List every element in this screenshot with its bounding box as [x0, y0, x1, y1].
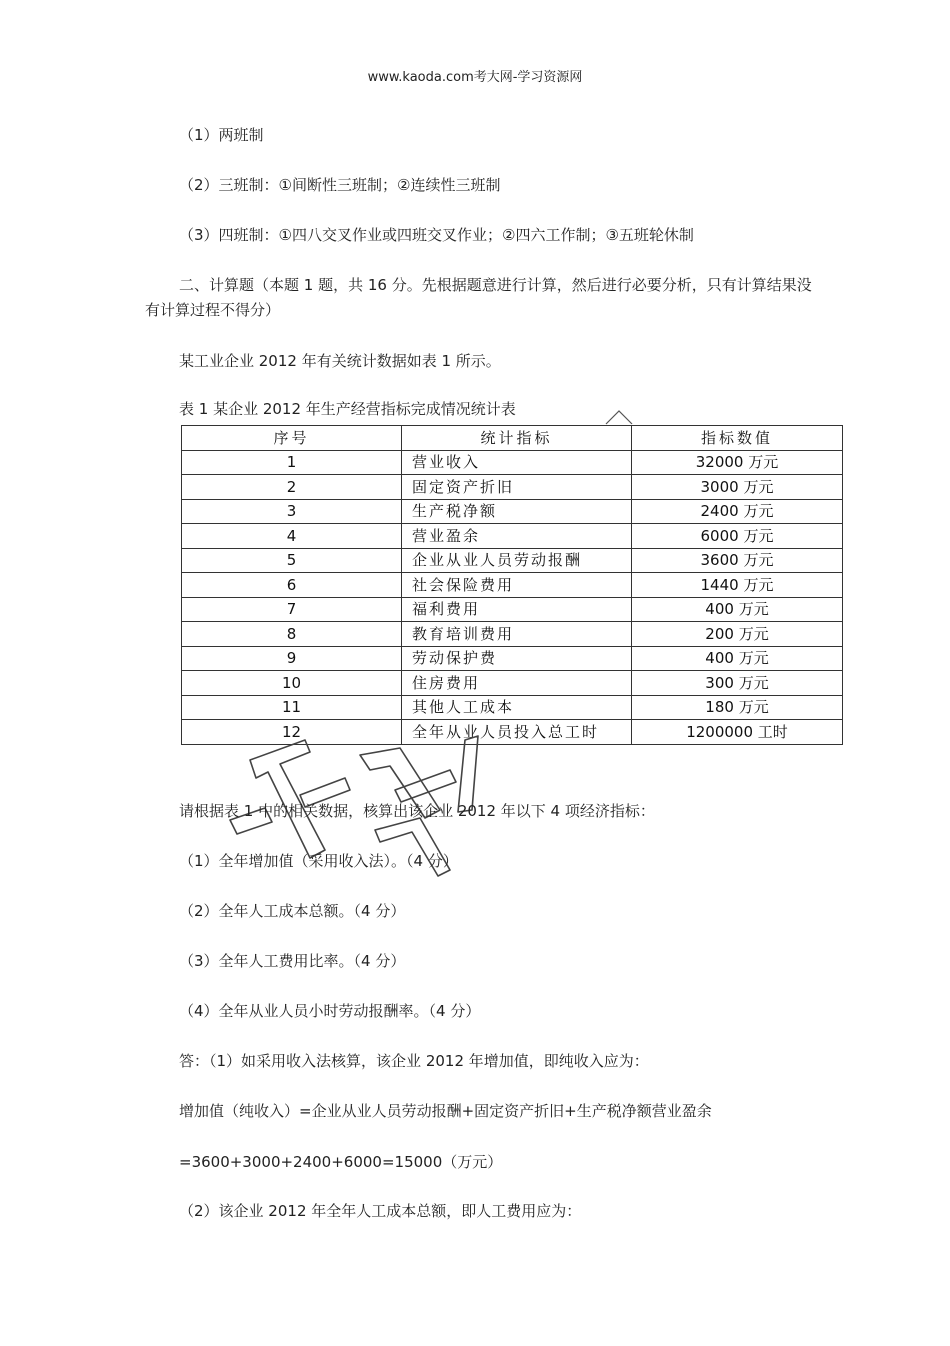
- row-indicator: 福利费用: [402, 597, 632, 622]
- row-index: 9: [182, 646, 402, 671]
- table-row: [182, 524, 843, 549]
- table-row: [182, 573, 843, 598]
- intro-line-3: （3）四班制：①四八交叉作业或四班交叉作业；②四六工作制；③五班轮休制: [179, 226, 694, 244]
- row-value: 2400 万元: [632, 499, 843, 524]
- row-indicator: 生产税净额: [402, 499, 632, 524]
- row-index: 1: [182, 450, 402, 475]
- row-indicator: 全年从业人员投入总工时: [402, 720, 632, 745]
- row-index: 8: [182, 622, 402, 647]
- context-line: 某工业企业 2012 年有关统计数据如表 1 所示。: [179, 352, 501, 370]
- row-indicator: 社会保险费用: [402, 573, 632, 598]
- table-row: [182, 622, 843, 647]
- row-index: 7: [182, 597, 402, 622]
- table-row: [182, 695, 843, 720]
- table-row: [182, 475, 843, 500]
- row-indicator: 住房费用: [402, 671, 632, 696]
- row-index: 2: [182, 475, 402, 500]
- table-caption: 表 1 某企业 2012 年生产经营指标完成情况统计表: [179, 400, 516, 418]
- row-value: 1200000 工时: [632, 720, 843, 745]
- question-4: （4）全年从业人员小时劳动报酬率。（4 分）: [179, 1002, 481, 1020]
- intro-line-2: （2）三班制：①间断性三班制；②连续性三班制: [179, 176, 501, 194]
- row-indicator: 企业从业人员劳动报酬: [402, 548, 632, 573]
- table-header-row: [182, 426, 843, 451]
- section-heading: 二、计算题（本题 1 题，共 16 分。先根据题意进行计算，然后进行必要分析，只有计算结果没有计算过程不得分）: [145, 276, 812, 319]
- answer-line-4: （2）该企业 2012 年全年人工成本总额，即人工费用应为：: [179, 1202, 582, 1220]
- row-indicator: 营业盈余: [402, 524, 632, 549]
- row-index: 6: [182, 573, 402, 598]
- table-row: [182, 499, 843, 524]
- statistics-table: [181, 425, 843, 745]
- row-value: 6000 万元: [632, 524, 843, 549]
- answer-line-1: 答：（1）如采用收入法核算，该企业 2012 年增加值，即纯收入应为：: [179, 1052, 649, 1070]
- intro-line-1: （1）两班制: [179, 126, 264, 144]
- header-value: 指标数值: [632, 426, 843, 451]
- table-row: [182, 720, 843, 745]
- row-index: 4: [182, 524, 402, 549]
- page-header: www.kaoda.com考大网-学习资源网: [367, 70, 583, 85]
- row-value: 3600 万元: [632, 548, 843, 573]
- row-index: 3: [182, 499, 402, 524]
- question-1: （1）全年增加值（采用收入法）。（4 分）: [179, 852, 458, 870]
- row-value: 1440 万元: [632, 573, 843, 598]
- row-value: 400 万元: [632, 597, 843, 622]
- row-indicator: 教育培训费用: [402, 622, 632, 647]
- row-value: 200 万元: [632, 622, 843, 647]
- row-indicator: 营业收入: [402, 450, 632, 475]
- table-row: [182, 597, 843, 622]
- table-row: [182, 548, 843, 573]
- row-value: 3000 万元: [632, 475, 843, 500]
- answer-line-3: =3600+3000+2400+6000=15000（万元）: [179, 1153, 503, 1171]
- header-index: 序号: [182, 426, 402, 451]
- question-3: （3）全年人工费用比率。（4 分）: [179, 952, 406, 970]
- question-2: （2）全年人工成本总额。（4 分）: [179, 902, 406, 920]
- table-row: [182, 646, 843, 671]
- row-index: 12: [182, 720, 402, 745]
- row-indicator: 固定资产折旧: [402, 475, 632, 500]
- answer-line-2: 增加值（纯收入）=企业从业人员劳动报酬+固定资产折旧+生产税净额营业盈余: [179, 1102, 712, 1120]
- table-row: [182, 450, 843, 475]
- row-indicator: 其他人工成本: [402, 695, 632, 720]
- row-index: 10: [182, 671, 402, 696]
- question-intro: 请根据表 1 中的相关数据，核算出该企业 2012 年以下 4 项经济指标：: [179, 802, 655, 820]
- row-indicator: 劳动保护费: [402, 646, 632, 671]
- row-index: 11: [182, 695, 402, 720]
- row-value: 32000 万元: [632, 450, 843, 475]
- row-value: 300 万元: [632, 671, 843, 696]
- table-row: [182, 671, 843, 696]
- row-value: 400 万元: [632, 646, 843, 671]
- header-indicator: 统计指标: [402, 426, 632, 451]
- decorative-corner-mark: [604, 408, 634, 426]
- row-index: 5: [182, 548, 402, 573]
- row-value: 180 万元: [632, 695, 843, 720]
